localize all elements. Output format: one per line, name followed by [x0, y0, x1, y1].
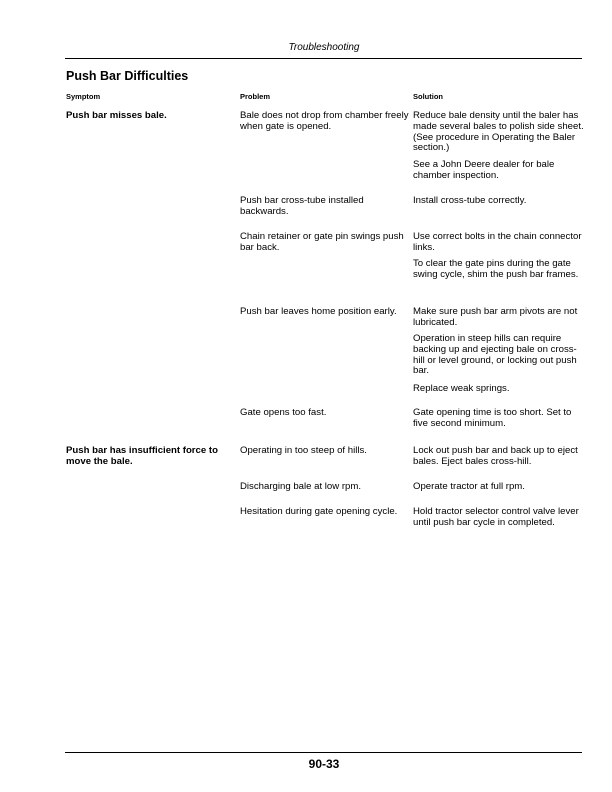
solution-cell: Operation in steep hills can require backing up and ejecting bale on cross-hill or level ground, or locking out push bar. — [413, 333, 577, 377]
solution-cell: Reduce bale density until the baler has made several bales to polish side sheet. (See procedure in Operating the Baler section.) — [413, 110, 584, 154]
symptom-cell: Push bar misses bale. — [66, 110, 167, 121]
running-header: Troubleshooting — [288, 42, 360, 53]
problem-cell: Chain retainer or gate pin swings push bar back. — [240, 231, 404, 253]
header-divider — [65, 58, 582, 59]
section-title: Push Bar Difficulties — [66, 69, 189, 83]
problem-cell: Discharging bale at low rpm. — [240, 481, 362, 492]
solution-cell: Hold tractor selector control valve lever until push bar cycle in completed. — [413, 506, 579, 528]
solution-cell: Lock out push bar and back up to eject bales. Eject bales cross-hill. — [413, 445, 578, 467]
page-number: 90-33 — [308, 757, 340, 771]
problem-cell: Push bar cross-tube installed backwards. — [240, 195, 364, 217]
solution-cell: See a John Deere dealer for bale chamber inspection. — [413, 159, 555, 181]
solution-cell: To clear the gate pins during the gate swing cycle, shim the push bar frames. — [413, 258, 579, 280]
solution-cell: Install cross-tube correctly. — [413, 195, 527, 206]
problem-cell: Push bar leaves home position early. — [240, 306, 397, 317]
column-header-problem: Problem — [240, 92, 271, 101]
column-header-symptom: Symptom — [66, 92, 101, 101]
problem-cell: Operating in too steep of hills. — [240, 445, 367, 456]
footer-divider — [65, 752, 582, 753]
solution-cell: Make sure push bar arm pivots are not lubricated. — [413, 306, 578, 328]
column-header-solution: Solution — [413, 92, 443, 101]
solution-cell: Gate opening time is too short. Set to five second minimum. — [413, 407, 572, 429]
solution-cell: Replace weak springs. — [413, 383, 510, 394]
solution-cell: Use correct bolts in the chain connector links. — [413, 231, 582, 253]
problem-cell: Gate opens too fast. — [240, 407, 327, 418]
symptom-cell: Push bar has insufficient force to move the bale. — [66, 445, 218, 467]
problem-cell: Hesitation during gate opening cycle. — [240, 506, 398, 517]
problem-cell: Bale does not drop from chamber freely when gate is opened. — [240, 110, 409, 132]
solution-cell: Operate tractor at full rpm. — [413, 481, 525, 492]
